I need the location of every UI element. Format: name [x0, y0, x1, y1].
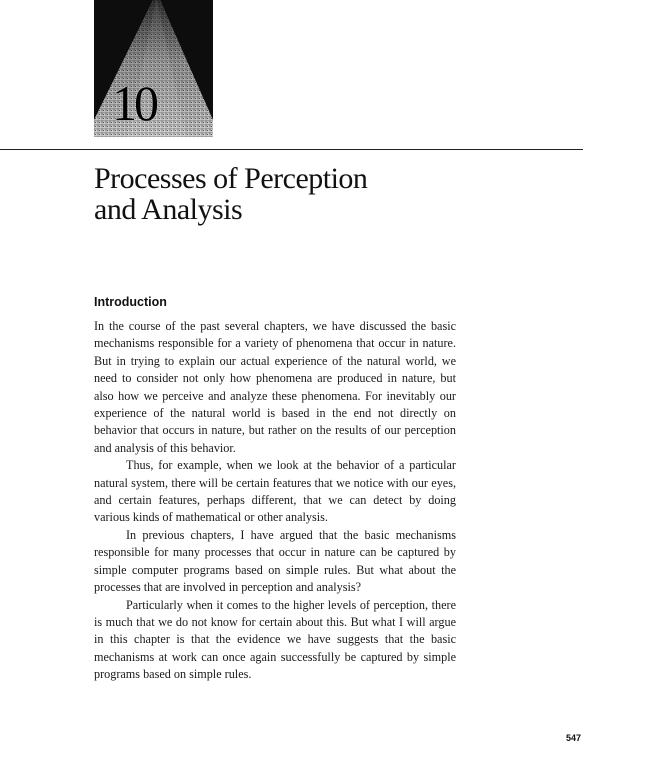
- paragraph: In the course of the past several chapters, we have discussed the basic mechanisms responsible for a variety of phenomena that occur in nature. But in trying to explain our actual experience of the natural world, we need to consider not only how phenomena are produced in nature, but also how we perceive and analyze these phenomena. For inevitably our experience of the natural world is based in the end not directly on behavior that occurs in nature, but rather on the results of our perception and analysis of this behavior.: [94, 319, 456, 455]
- chapter-banner: [94, 0, 213, 137]
- page-number: 547: [566, 733, 582, 743]
- chapter-title-line-2: and Analysis: [94, 193, 243, 226]
- body-text: [94, 318, 456, 684]
- chapter-title: [94, 163, 367, 225]
- chapter-title-line-1: Processes of Perception: [94, 162, 368, 195]
- paragraph: In previous chapters, I have argued that the basic mechanisms responsible for many processes that occur in nature can be captured by simple computer programs based on simple rules. But what about the processes that are involved in perception and analysis?: [94, 527, 456, 595]
- section-heading: Introduction: [94, 295, 167, 309]
- header-rule: [0, 149, 583, 150]
- chapter-number: 10: [112, 75, 156, 131]
- paragraph: Thus, for example, when we look at the behavior of a particular natural system, there will be certain features that we notice with our eyes, and certain features, perhaps different, that we can detect by doing various kinds of mathematical or other analysis.: [94, 458, 456, 525]
- paragraph: Particularly when it comes to the higher levels of perception, there is much that we do not know for certain about this. But what I will argue in this chapter is that the evidence we have suggests that the basic mechanisms at work can once again successfully be captured by simple programs based on simple rules.: [94, 597, 456, 682]
